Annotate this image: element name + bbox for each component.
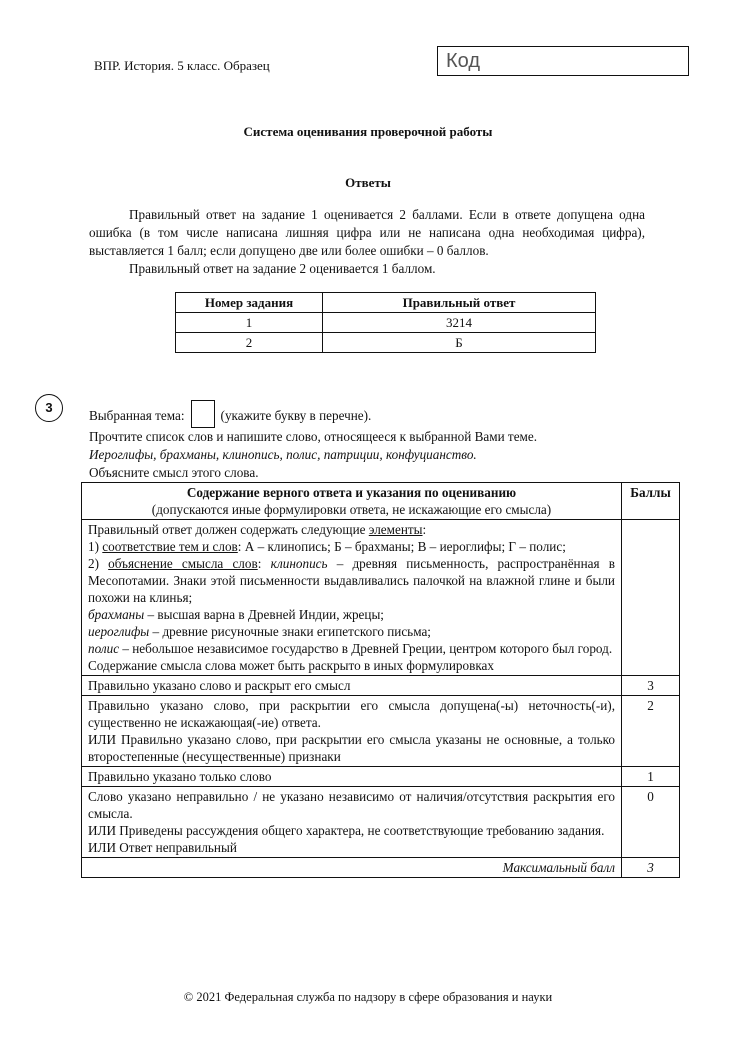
criterion-cell [82, 696, 622, 767]
content-text: – древняя письменность, распространённая в Месопотамии. Знаки этой письменности выдавливались палочкой на влажной глине и были похожи на клинья; [88, 556, 615, 605]
criterion-cell: Правильно указано только слово [82, 767, 622, 787]
answer-content-row [82, 520, 680, 676]
content-text: – небольшое независимое государство в Древней Греции, центром которого был город. [119, 641, 613, 656]
table-row [82, 787, 680, 858]
answers-table [175, 292, 596, 353]
content-term: полис [88, 641, 120, 656]
grading-table [81, 482, 680, 878]
content-term: иероглифы [88, 624, 150, 639]
task-number-cell: 2 [176, 333, 323, 353]
content-line [88, 521, 615, 538]
topic-line [89, 400, 649, 428]
content-underlined: элементы [368, 522, 423, 537]
grading-header-row [82, 483, 680, 520]
max-score-label: Максимальный балл [82, 858, 622, 878]
content-text: – высшая варна в Древней Индии, жрецы; [144, 607, 384, 622]
topic-label: Выбранная тема: [89, 408, 185, 423]
max-score-value: 3 [622, 858, 680, 878]
task-instruction: Прочтите список слов и напишите слово, относящееся к выбранной Вами теме. [89, 429, 538, 444]
content-line: Содержание смысла слова может быть раскрыто в иных формулировках [88, 658, 495, 673]
content-text: 1) [88, 539, 103, 554]
points-cell [622, 520, 680, 676]
grading-header-note: (допускаются иные формулировки ответа, не искажающие его смысла) [151, 502, 552, 517]
intro-paragraph-1: Правильный ответ на задание 1 оценивается 2 баллами. Если в ответе допущена одна ошибка (в том числе написана лишняя цифра или не написана одна необходимая цифра), выставляется 1 балл; если допущено две или более ошибки – 0 баллов. [89, 207, 645, 258]
footer-copyright: © 2021 Федеральная служба по надзору в сфере образования и науки [183, 990, 553, 1004]
table-row [82, 767, 680, 787]
points-cell: 3 [622, 676, 680, 696]
letter-input-box[interactable] [191, 400, 215, 428]
content-text: : А – клинопись; Б – брахманы; В – иероглифы; Г – полис; [237, 539, 566, 554]
content-text: : [257, 556, 271, 571]
criterion-cell [82, 787, 622, 858]
content-text: Правильный ответ должен содержать следующие [88, 522, 369, 537]
column-header-task: Номер задания [176, 293, 323, 313]
content-line [88, 606, 615, 623]
topic-instruction: (укажите букву в перечне). [220, 408, 372, 423]
content-term: брахманы [88, 607, 145, 622]
table-row [82, 676, 680, 696]
content-underlined: объяснение смысла слов [108, 556, 258, 571]
content-line [88, 623, 615, 640]
criterion-cell: Правильно указано слово и раскрыт его смысл [82, 676, 622, 696]
task-number-cell: 1 [176, 313, 323, 333]
content-term: клинопись [270, 556, 328, 571]
criterion-text: Правильно указано слово, при раскрытии его смысла допущена(-ы) неточность(-и), существенно не искажающая(-ие) ответа. [88, 698, 615, 730]
table-row [176, 313, 596, 333]
document-header: ВПР. История. 5 класс. Образец [94, 58, 270, 73]
criterion-text: ИЛИ Приведены рассуждения общего характера, не соответствующие требованию задания. [88, 823, 605, 838]
page-title: Система оценивания проверочной работы [243, 124, 493, 139]
section-title: Ответы [345, 175, 391, 190]
task-question: Объясните смысл этого слова. [89, 465, 259, 480]
criterion-text: ИЛИ Правильно указано слово, при раскрытии его смысла указаны не основные, а только второстепенные (несущественные) признаки [88, 732, 615, 764]
content-text: – древние рисуночные знаки египетского письма; [149, 624, 431, 639]
content-line [88, 640, 615, 657]
criterion-text: ИЛИ Ответ неправильный [88, 840, 237, 855]
content-underlined: соответствие тем и слов [102, 539, 238, 554]
answer-cell: 3214 [323, 313, 596, 333]
task-3-statement [89, 400, 649, 482]
criterion-text: Слово указано неправильно / не указано независимо от наличия/отсутствия раскрытия его смысла. [88, 789, 615, 821]
task-number-badge: 3 [35, 394, 63, 422]
content-line [88, 555, 615, 606]
table-header-row [176, 293, 596, 313]
answer-content-cell [82, 520, 622, 676]
table-row [176, 333, 596, 353]
points-cell: 0 [622, 787, 680, 858]
table-row [82, 696, 680, 767]
content-text: : [422, 522, 427, 537]
grading-header-title: Содержание верного ответа и указания по оцениванию [186, 485, 517, 500]
grading-header-points: Баллы [622, 483, 680, 520]
column-header-answer: Правильный ответ [323, 293, 596, 313]
grading-header-content [82, 483, 622, 520]
code-field[interactable]: Код [437, 46, 689, 76]
answer-cell: Б [323, 333, 596, 353]
content-line [88, 538, 615, 555]
intro-paragraph-2: Правильный ответ на задание 2 оценивается 1 баллом. [129, 261, 436, 276]
content-text: 2) [88, 556, 109, 571]
max-score-row [82, 858, 680, 878]
points-cell: 1 [622, 767, 680, 787]
points-cell: 2 [622, 696, 680, 767]
word-list: Иероглифы, брахманы, клинопись, полис, патриции, конфуцианство. [89, 447, 477, 462]
